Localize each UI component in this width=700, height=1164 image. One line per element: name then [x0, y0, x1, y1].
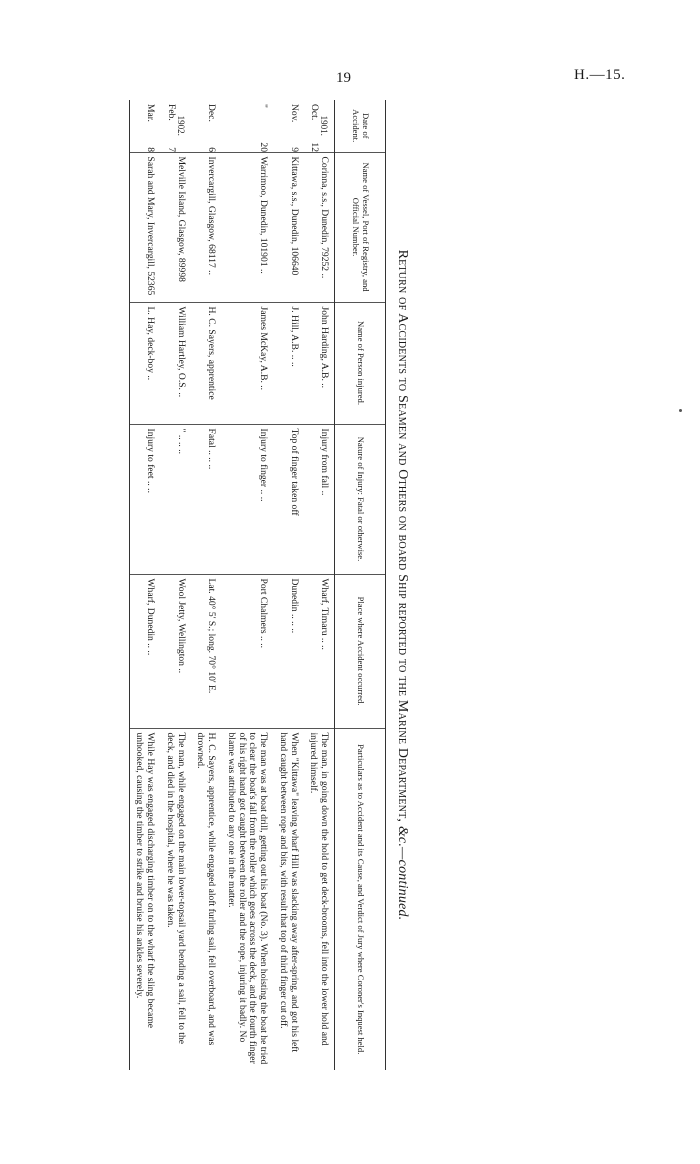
- injury-cell: Injury to finger .. ..: [221, 424, 273, 574]
- margin-dot: [679, 409, 682, 412]
- table-row: [129, 100, 160, 1070]
- col-header-date: Date of Accident.: [335, 100, 386, 152]
- col-header-particulars: Particulars as to Accident and its Cause, and Verdict of Jury where Coroner's Inquest held.: [335, 728, 386, 1070]
- month: Nov.: [288, 104, 300, 123]
- table-row: [273, 100, 303, 1070]
- month: Feb.: [165, 104, 177, 121]
- table-row: [191, 100, 221, 1070]
- table-title-text: Return of Accidents to Seamen and Others on board Ship reported to the Marine Department,: [395, 249, 410, 823]
- day: 12: [308, 142, 320, 152]
- page-number: 19: [336, 70, 351, 86]
- particulars-cell: The man was at boat drill, getting out his boat (No. 3). When hoisting the boat he tried to clear the boat's fall from the roller which goes across the deck, and the fourth finger of his right hand got caught between the roller and the rope, injuring it badly. No blame was attributed to any one in the matter.: [221, 728, 273, 1070]
- accidents-table: [129, 100, 386, 1070]
- day: 7: [165, 147, 177, 152]
- date-cell: [304, 100, 335, 152]
- day: 9: [288, 147, 300, 152]
- col-header-vessel: Name of Vessel, Port of Registry, and Official Number.: [335, 152, 386, 302]
- injury-cell: Injury to feet .. ..: [129, 424, 160, 574]
- place-cell: Wool Jetty, Wellington ..: [160, 574, 190, 728]
- place-cell: Wharf, Dunedin .. ..: [129, 574, 160, 728]
- particulars-cell: While Hay was engaged discharging timber on to the wharf the sling became unhooked, causing the timber to strike and bruise his ankles severely.: [129, 728, 160, 1070]
- vessel-cell: Sarah and Mary, Invercargill, 52365: [129, 152, 160, 302]
- table-row: [304, 100, 335, 1070]
- injury-cell: Top of finger taken off: [273, 424, 303, 574]
- place-cell: Port Chalmers .. ..: [221, 574, 273, 728]
- day: 6: [206, 147, 218, 152]
- col-header-place: Place where Accident occurred.: [335, 574, 386, 728]
- day: 8: [145, 147, 157, 152]
- date-cell: [221, 100, 273, 152]
- year: 1902.: [175, 115, 186, 136]
- particulars-cell: The man, in going down the hold to get deck-brooms, fell into the lower hold and injured himself.: [304, 728, 335, 1070]
- month: ": [258, 104, 270, 108]
- vessel-cell: Invercargill, Glasgow, 68117 ..: [191, 152, 221, 302]
- col-header-person: Name of Person injured.: [335, 302, 386, 424]
- injury-cell: " .. .. ..: [160, 424, 190, 574]
- person-cell: William Hartley, O.S. ..: [160, 302, 190, 424]
- parliamentary-paper-reference: H.—15.: [574, 67, 626, 83]
- month: Dec.: [206, 104, 218, 122]
- col-header-injury: Nature of Injury: Fatal or otherwise.: [335, 424, 386, 574]
- particulars-cell: When "Kittawa" leaving wharf Hill was slacking away after-spring, and got his left hand caught between rope and bits, with result that top of third finger cut off.: [273, 728, 303, 1070]
- table-title-continued: &c.—continued.: [395, 825, 410, 921]
- injury-cell: Fatal .. .. ..: [191, 424, 221, 574]
- place-cell: Lat. 40° 5' S.; long. 70° 10' E.: [191, 574, 221, 728]
- vessel-cell: Corinna, s.s., Dunedin, 79252 ..: [304, 152, 335, 302]
- vessel-cell: Melville Island, Glasgow, 89998: [160, 152, 190, 302]
- month: Oct.: [308, 104, 320, 121]
- date-cell: [129, 100, 160, 152]
- vessel-cell: Kittawa, s.s., Dunedin, 106640: [273, 152, 303, 302]
- injury-cell: Injury from fall ..: [304, 424, 335, 574]
- year: 1901.: [319, 115, 329, 136]
- vessel-cell: Warrimoo, Dunedin, 101901 ..: [221, 152, 273, 302]
- person-cell: J. Hill, A.B. .. ..: [273, 302, 303, 424]
- person-cell: L. Hay, deck-boy ..: [129, 302, 160, 424]
- rotated-accident-return: [118, 100, 418, 1070]
- table-title: [386, 100, 418, 1070]
- table-row: [221, 100, 273, 1070]
- month: Mar.: [145, 104, 157, 122]
- person-cell: H. C. Sayers, apprentice: [191, 302, 221, 424]
- table-row: [160, 100, 190, 1070]
- person-cell: John Harding, A.B. ..: [304, 302, 335, 424]
- date-cell: [273, 100, 303, 152]
- date-cell: [160, 100, 190, 152]
- day: 20: [258, 142, 270, 152]
- person-cell: James McKay, A.B. ..: [221, 302, 273, 424]
- particulars-cell: The man, while engaged on the main lower-topsail yard bending a sail, fell to the deck, and died in the hospital, where he was taken.: [160, 728, 190, 1070]
- place-cell: Wharf, Timaru .. ..: [304, 574, 335, 728]
- date-cell: [191, 100, 221, 152]
- place-cell: Dunedin .. .. ..: [273, 574, 303, 728]
- particulars-cell: H. C. Sayers, apprentice, while engaged aloft furling sail, fell overboard, and was drowned.: [191, 728, 221, 1070]
- table-header-row: [335, 100, 386, 1070]
